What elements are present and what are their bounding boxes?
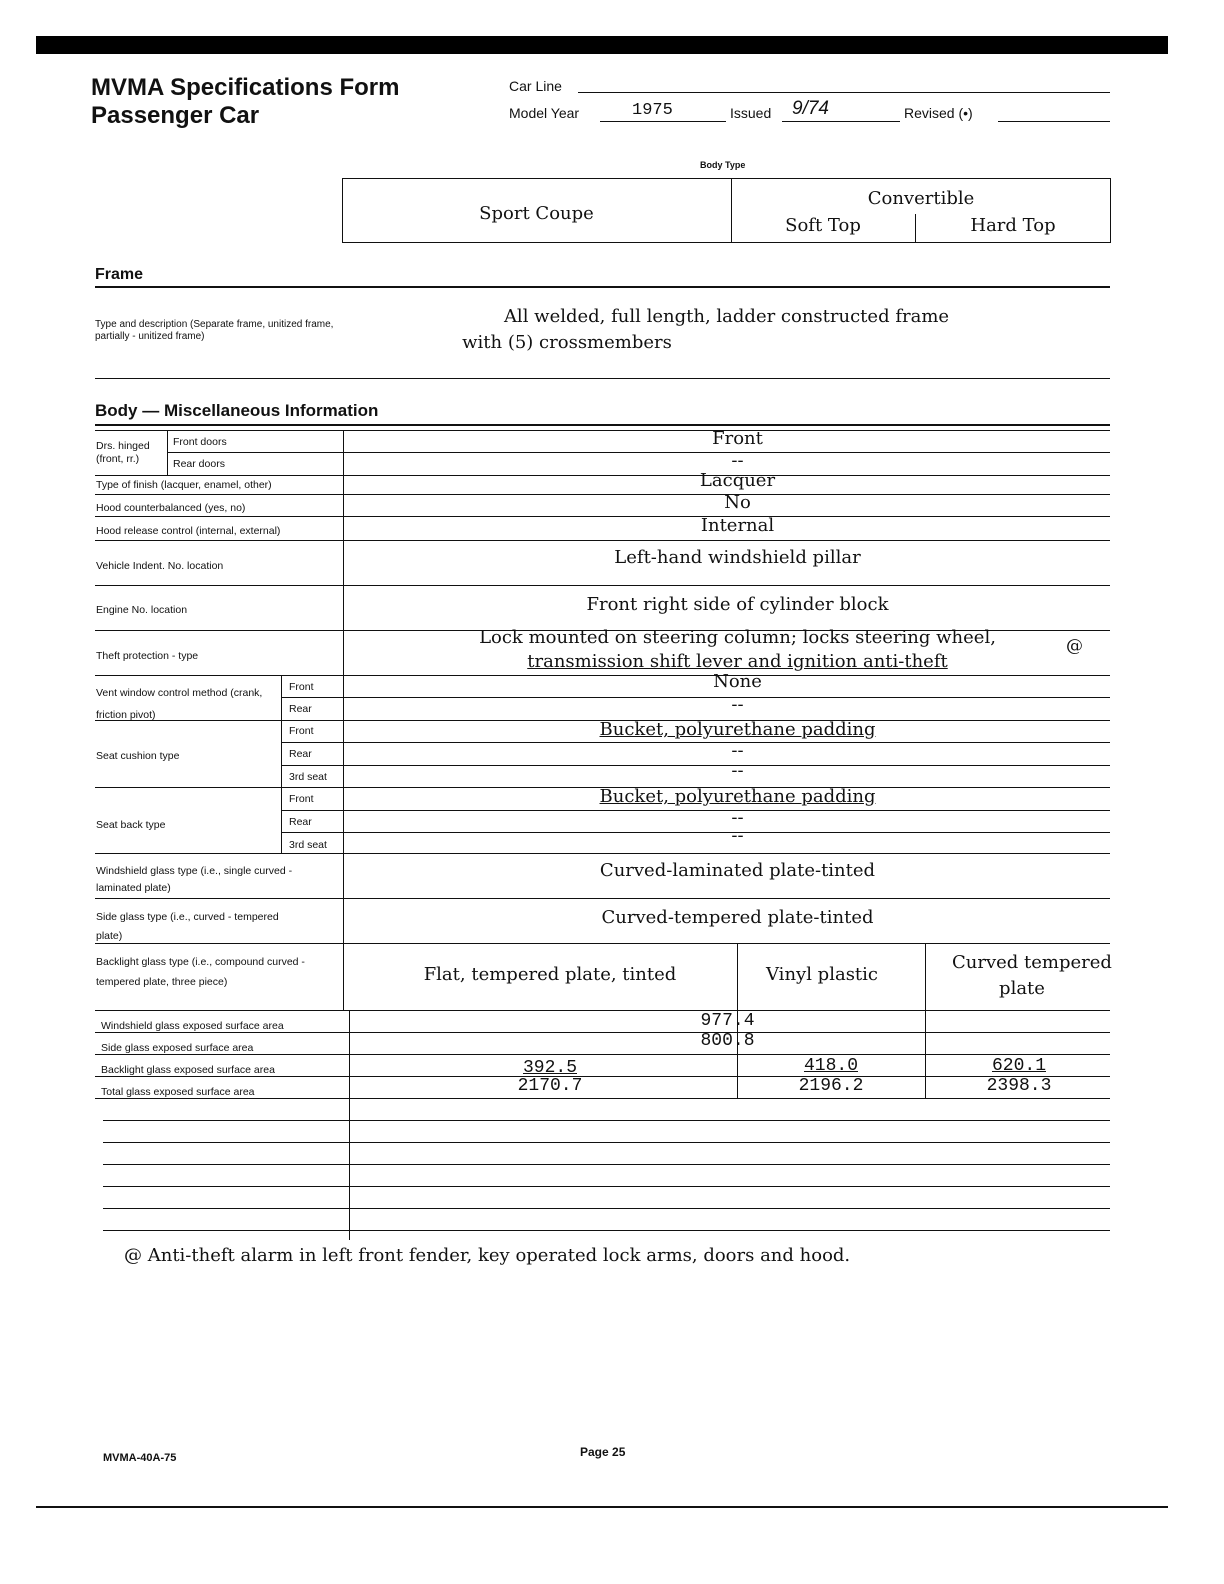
vent-rear-label: Rear — [289, 703, 312, 715]
form-id: MVMA-40A-75 — [103, 1452, 177, 1464]
row-rule — [95, 540, 1110, 541]
form-title: MVMA Specifications Form — [91, 74, 400, 101]
hood-counterbalanced-label: Hood counterbalanced (yes, no) — [96, 502, 246, 514]
top-black-bar — [36, 36, 1168, 54]
page-number: Page 25 — [580, 1445, 626, 1459]
footnote: @ Anti-theft alarm in left front fender, key operated lock arms, doors and hood. — [124, 1245, 851, 1266]
frame-heading: Frame — [95, 266, 144, 283]
seat-back-rear-value: -- — [731, 807, 744, 828]
seat-back-3rd-label: 3rd seat — [289, 839, 327, 851]
side-area-value: 800.8 — [700, 1031, 755, 1051]
issued-label: Issued — [730, 105, 772, 121]
body-misc-heading: Body — Miscellaneous Information — [95, 401, 379, 420]
seat-cushion-front-value: Bucket, polyurethane padding — [599, 719, 876, 740]
blank-row-rule — [103, 1120, 1110, 1121]
finish-value: Lacquer — [699, 470, 776, 491]
body-type-label: Body Type — [700, 160, 746, 170]
frame-rule — [95, 286, 1110, 288]
seat-back-front-value: Bucket, polyurethane padding — [599, 786, 876, 807]
engine-location-value: Front right side of cylinder block — [586, 594, 889, 615]
form-subtitle: Passenger Car — [91, 102, 260, 129]
total-area-2: 2196.2 — [798, 1076, 864, 1096]
revised-field — [998, 121, 1110, 122]
revised-label: Revised (•) — [904, 105, 973, 121]
backlight-type-label: Backlight glass type (i.e., compound curved - tempered plate, three piece) — [96, 956, 305, 988]
bl-area-3: 620.1 — [991, 1056, 1046, 1076]
windshield-type-label: Windshield glass type (i.e., single curved - laminated plate) — [96, 865, 293, 894]
total-area-label: Total glass exposed surface area — [101, 1086, 255, 1098]
body-type-hard-top: Hard Top — [970, 215, 1056, 236]
row-rule — [95, 898, 1110, 899]
vent-rear-value: -- — [731, 694, 744, 715]
blank-row-rule — [103, 1230, 1110, 1231]
issued-value: 9/74 — [792, 98, 829, 119]
theft-protection-line2: transmission shift lever and ignition anti-theft — [527, 651, 948, 672]
car-line-label: Car Line — [509, 78, 562, 94]
front-doors-label: Front doors — [173, 436, 227, 448]
seat-cushion-rear-label: Rear — [289, 748, 312, 760]
frame-type-line2: with (5) crossmembers — [462, 332, 672, 353]
ws-area-value: 977.4 — [700, 1011, 755, 1031]
bl-area-2: 418.0 — [803, 1056, 858, 1076]
seat-cushion-3rd-label: 3rd seat — [289, 771, 327, 783]
body-type-soft-top: Soft Top — [785, 215, 861, 236]
total-area-3: 2398.3 — [986, 1076, 1052, 1096]
issued-field — [782, 121, 900, 122]
backlight-type-2: Vinyl plastic — [766, 964, 878, 985]
hood-release-label: Hood release control (internal, external) — [96, 525, 281, 537]
body-type-convertible: Convertible — [867, 188, 975, 209]
model-year-label: Model Year — [509, 105, 580, 121]
rear-doors-label: Rear doors — [173, 458, 225, 470]
seat-back-rear-label: Rear — [289, 816, 312, 828]
rear-doors-value: -- — [731, 450, 744, 471]
side-glass-type-label: Side glass type (i.e., curved - tempered plate) — [96, 911, 279, 942]
row-rule — [95, 585, 1110, 586]
frame-type-label: Type and description (Separate frame, unitized frame, partially - unitized frame) — [95, 319, 334, 342]
frame-bottom-rule — [95, 378, 1110, 379]
blank-row-rule — [103, 1142, 1110, 1143]
windshield-type-value: Curved-laminated plate-tinted — [599, 860, 876, 881]
blank-row-rule — [103, 1208, 1110, 1209]
finish-label: Type of finish (lacquer, enamel, other) — [96, 479, 272, 491]
vent-front-label: Front — [289, 681, 314, 693]
bottom-rule — [36, 1506, 1168, 1508]
bl-area-1: 392.5 — [522, 1058, 577, 1078]
car-line-field — [578, 92, 1110, 93]
body-misc-rule — [95, 424, 1110, 426]
model-year-field — [600, 121, 726, 122]
row-rule — [95, 853, 1110, 854]
seat-back-front-label: Front — [289, 793, 314, 805]
vent-window-label: Vent window control method (crank, friction pivot) — [96, 687, 263, 721]
bl-area-label: Backlight glass exposed surface area — [101, 1064, 275, 1076]
seat-cushion-label: Seat cushion type — [96, 750, 180, 762]
seat-back-3rd-value: -- — [731, 825, 744, 846]
vent-subdivider — [281, 675, 282, 853]
hood-release-value: Internal — [700, 515, 775, 536]
frame-type-line1: All welded, full length, ladder constructed frame — [503, 306, 950, 327]
model-year-value: 1975 — [632, 101, 673, 120]
theft-protection-label: Theft protection - type — [96, 650, 199, 662]
total-area-1: 2170.7 — [517, 1076, 583, 1096]
blank-row-rule — [103, 1186, 1110, 1187]
vin-location-value: Left-hand windshield pillar — [614, 547, 861, 568]
theft-protection-line1: Lock mounted on steering column; locks steering wheel, — [479, 627, 996, 648]
seat-back-label: Seat back type — [96, 819, 166, 831]
drs-hinged-label: Drs. hinged (front, rr.) — [96, 440, 150, 465]
theft-footnote-mark: @ — [1066, 636, 1083, 656]
front-doors-value: Front — [712, 428, 763, 449]
side-glass-type-value: Curved-tempered plate-tinted — [601, 907, 874, 928]
seat-cushion-front-label: Front — [289, 725, 314, 737]
vin-location-label: Vehicle Indent. No. location — [96, 560, 224, 572]
seat-cushion-rear-value: -- — [731, 740, 744, 761]
backlight-type-3a: Curved tempered — [952, 952, 1112, 973]
vent-front-value: None — [713, 671, 762, 692]
engine-location-label: Engine No. location — [96, 604, 188, 616]
blank-row-rule — [103, 1164, 1110, 1165]
hood-counterbalanced-value: No — [724, 492, 751, 513]
ws-area-label: Windshield glass exposed surface area — [101, 1020, 284, 1032]
backlight-type-3b: plate — [999, 978, 1045, 999]
seat-cushion-3rd-value: -- — [731, 760, 744, 781]
side-area-label: Side glass exposed surface area — [101, 1042, 254, 1054]
body-type-sport-coupe: Sport Coupe — [479, 203, 594, 224]
backlight-type-1: Flat, tempered plate, tinted — [423, 964, 677, 985]
